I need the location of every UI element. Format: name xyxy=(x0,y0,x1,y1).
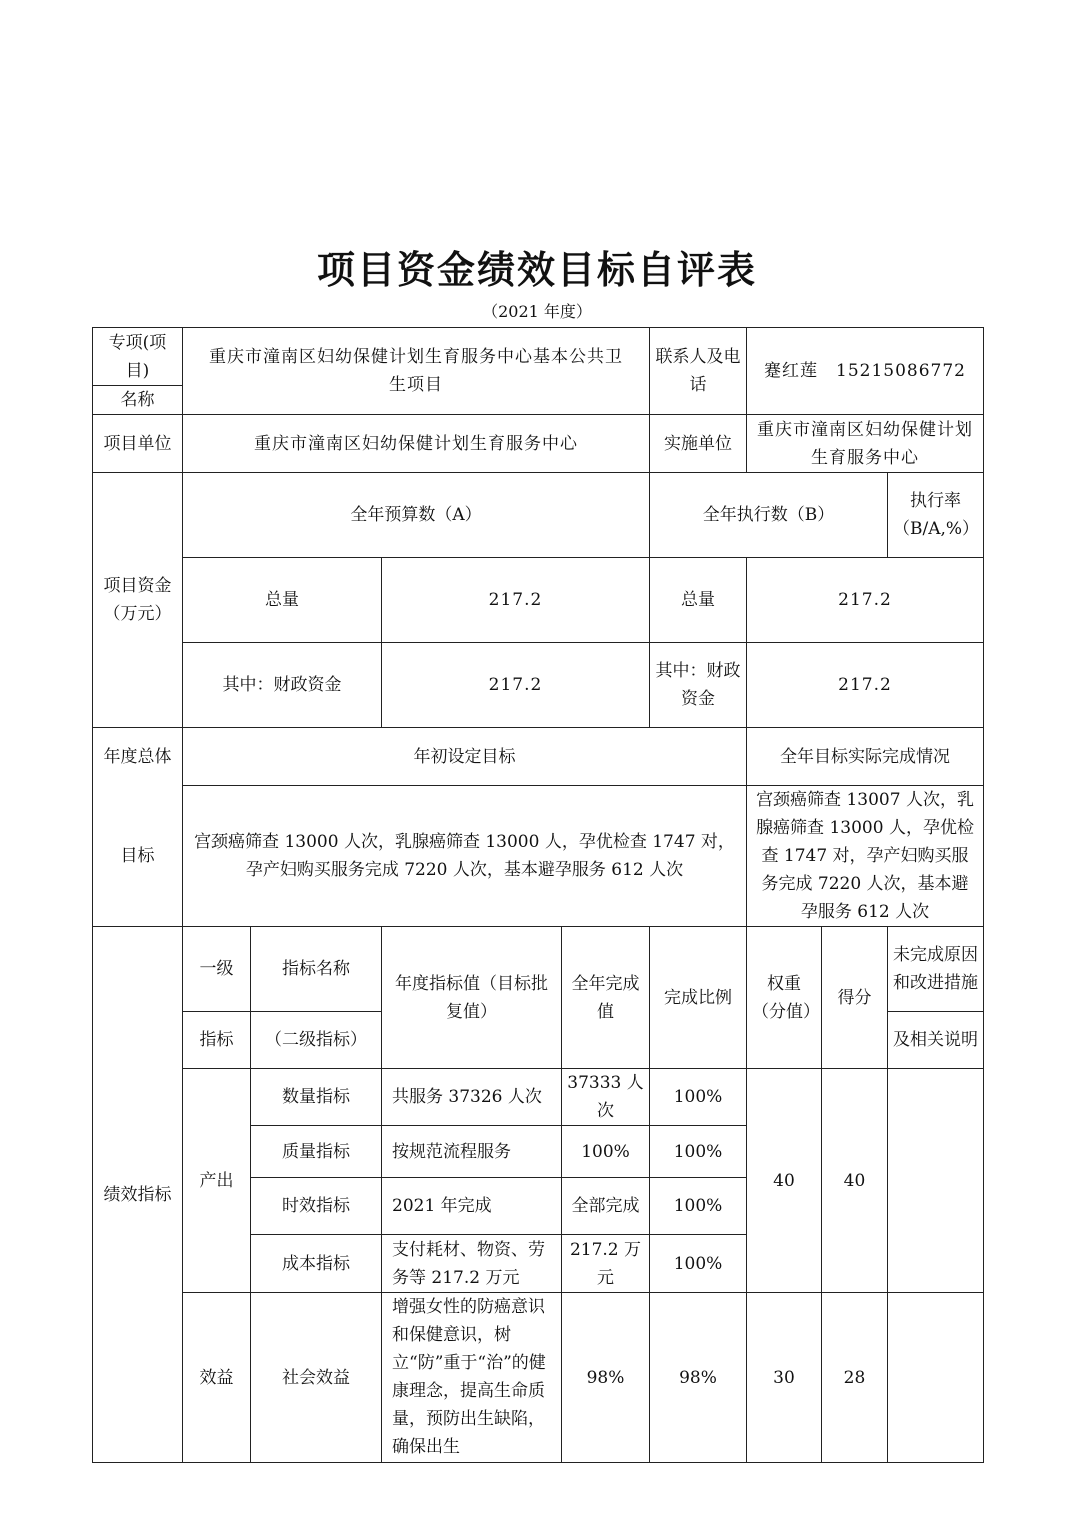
project-name-value: 重庆市潼南区妇幼保健计划生育服务中心基本公共卫生项目 xyxy=(183,328,650,415)
goals-label: 年度总体 xyxy=(93,728,183,786)
output-label: 产出 xyxy=(183,1069,251,1293)
name-header: 指标名称 xyxy=(251,927,382,1012)
indicator-target: 支付耗材、物资、劳务等 217.2 万元 xyxy=(382,1235,562,1293)
indicator-ratio: 100% xyxy=(650,1126,747,1178)
benefit-reason xyxy=(888,1293,984,1463)
impl-unit-label: 实施单位 xyxy=(650,415,747,473)
fiscal-budget: 217.2 xyxy=(382,643,650,728)
weight-header: 权重（分值） xyxy=(747,927,822,1069)
benefit-ratio: 98% xyxy=(650,1293,747,1463)
indicator-target: 2021 年完成 xyxy=(382,1178,562,1235)
actual-goal-text: 宫颈癌筛查 13007 人次，乳腺癌筛查 13000 人，孕优检查 1747 对，孕产妇购买服务完成 7220 人次，基本避孕服务 612 人次 xyxy=(747,786,984,927)
total-exec: 217.2 xyxy=(747,558,984,643)
indicator-actual: 100% xyxy=(562,1126,650,1178)
output-weight: 40 xyxy=(747,1069,822,1293)
indicator-name: 成本指标 xyxy=(251,1235,382,1293)
exec-header: 全年执行数（B） xyxy=(650,473,888,558)
perf-label: 绩效指标 xyxy=(93,927,183,1463)
output-score: 40 xyxy=(822,1069,888,1293)
contact-label: 联系人及电话 xyxy=(650,328,747,415)
project-unit-value: 重庆市潼南区妇幼保健计划生育服务中心 xyxy=(183,415,650,473)
benefit-weight: 30 xyxy=(747,1293,822,1463)
ratio-header: 完成比例 xyxy=(650,927,747,1069)
year-subtitle: （2021 年度） xyxy=(482,302,592,321)
benefit-name: 社会效益 xyxy=(251,1293,382,1463)
indicator-actual: 全部完成 xyxy=(562,1178,650,1235)
level1-header-2: 指标 xyxy=(183,1012,251,1069)
indicator-actual: 37333 人次 xyxy=(562,1069,650,1126)
benefit-score: 28 xyxy=(822,1293,888,1463)
indicator-ratio: 100% xyxy=(650,1069,747,1126)
indicator-name: 质量指标 xyxy=(251,1126,382,1178)
page-title: 项目资金绩效目标自评表 xyxy=(316,247,757,292)
impl-unit-value: 重庆市潼南区妇幼保健计划生育服务中心 xyxy=(747,415,984,473)
budget-header: 全年预算数（A） xyxy=(183,473,650,558)
rate-header: 执行率（B/A,%） xyxy=(888,473,984,558)
initial-goal-text: 宫颈癌筛查 13000 人次，乳腺癌筛查 13000 人，孕优检查 1747 对，孕产妇购买服务完成 7220 人次，基本避孕服务 612 人次 xyxy=(183,786,747,927)
indicator-ratio: 100% xyxy=(650,1178,747,1235)
project-name-label-2: 名称 xyxy=(93,386,183,415)
goals-label-2: 目标 xyxy=(93,786,183,927)
reason-header: 未完成原因和改进措施 xyxy=(888,927,984,1012)
project-name-label: 专项(项目) xyxy=(93,328,183,386)
contact-value: 蹇红莲 15215086772 xyxy=(747,328,984,415)
level1-header: 一级 xyxy=(183,927,251,1012)
actual-goal-header: 全年目标实际完成情况 xyxy=(747,728,984,786)
benefit-target: 增强女性的防癌意识和保健意识，树立“防”重于“治”的健康理念，提高生命质量，预防出生缺陷，确保出生 xyxy=(382,1293,562,1463)
indicator-name: 数量指标 xyxy=(251,1069,382,1126)
project-unit-label: 项目单位 xyxy=(93,415,183,473)
output-reason xyxy=(888,1069,984,1293)
benefit-label: 效益 xyxy=(183,1293,251,1463)
funds-label: 项目资金（万元） xyxy=(93,473,183,728)
name-header-2: （二级指标） xyxy=(251,1012,382,1069)
indicator-target: 按规范流程服务 xyxy=(382,1126,562,1178)
fiscal-label: 其中：财政资金 xyxy=(183,643,382,728)
reason-header-2: 及相关说明 xyxy=(888,1012,984,1069)
initial-goal-header: 年初设定目标 xyxy=(183,728,747,786)
fiscal-exec: 217.2 xyxy=(747,643,984,728)
indicator-ratio: 100% xyxy=(650,1235,747,1293)
evaluation-table xyxy=(92,327,984,1463)
total-label: 总量 xyxy=(183,558,382,643)
indicator-name: 时效指标 xyxy=(251,1178,382,1235)
benefit-actual: 98% xyxy=(562,1293,650,1463)
target-header: 年度指标值（目标批复值） xyxy=(382,927,562,1069)
fiscal-exec-label: 其中：财政资金 xyxy=(650,643,747,728)
total-exec-label: 总量 xyxy=(650,558,747,643)
total-budget: 217.2 xyxy=(382,558,650,643)
indicator-target: 共服务 37326 人次 xyxy=(382,1069,562,1126)
indicator-actual: 217.2 万元 xyxy=(562,1235,650,1293)
score-header: 得分 xyxy=(822,927,888,1069)
actual-header: 全年完成值 xyxy=(562,927,650,1069)
